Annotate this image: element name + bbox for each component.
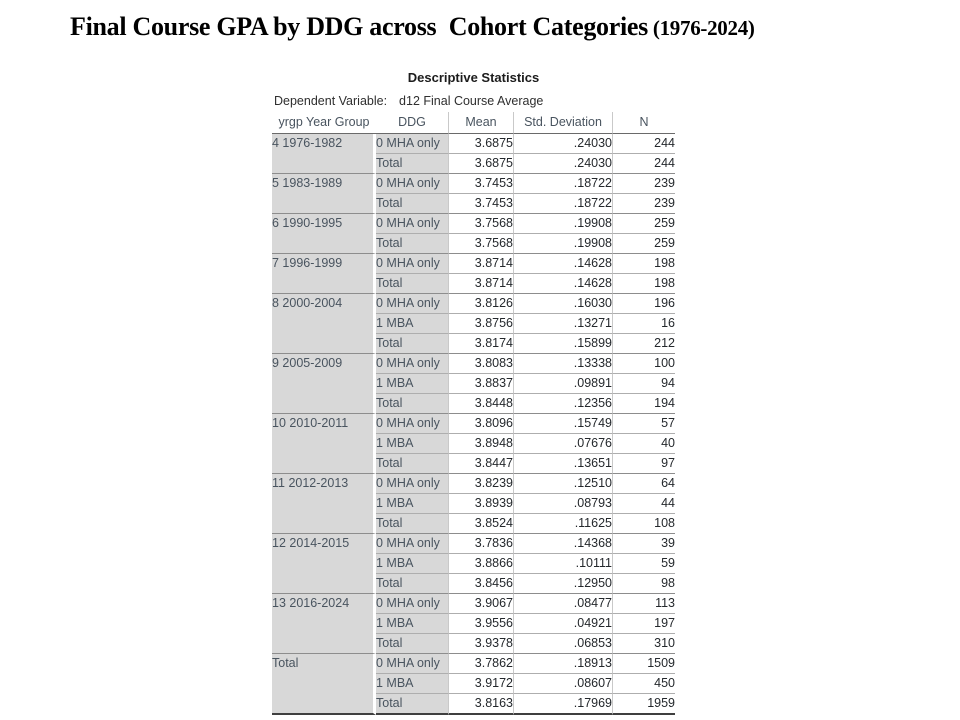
ddg-cell: Total [376, 634, 448, 654]
n-cell: 100 [612, 354, 675, 374]
ddg-cell: Total [376, 154, 448, 174]
n-cell: 198 [612, 254, 675, 274]
ddg-cell: Total [376, 454, 448, 474]
std-deviation-cell: .13338 [513, 354, 612, 374]
ddg-cell: Total [376, 194, 448, 214]
ddg-cell: 0 MHA only [376, 134, 448, 154]
table-row [272, 174, 675, 194]
n-cell: 39 [612, 534, 675, 554]
n-cell: 244 [612, 134, 675, 154]
year-group-cell: 9 2005-2009 [272, 354, 376, 414]
table-row [272, 654, 675, 674]
year-group-cell: 11 2012-2013 [272, 474, 376, 534]
n-cell: 1959 [612, 694, 675, 715]
n-cell: 108 [612, 514, 675, 534]
ddg-cell: Total [376, 234, 448, 254]
n-cell: 259 [612, 214, 675, 234]
ddg-cell: 0 MHA only [376, 594, 448, 614]
mean-cell: 3.8448 [448, 394, 513, 414]
col-header-year-group: yrgp Year Group [272, 112, 376, 134]
ddg-cell: 0 MHA only [376, 414, 448, 434]
col-header-ddg: DDG [376, 112, 448, 134]
table-title: Descriptive Statistics [407, 70, 540, 85]
mean-cell: 3.8456 [448, 574, 513, 594]
std-deviation-cell: .13651 [513, 454, 612, 474]
slide-title [70, 6, 755, 43]
stats-table-body [272, 134, 675, 715]
std-deviation-cell: .04921 [513, 614, 612, 634]
std-deviation-cell: .14628 [513, 254, 612, 274]
n-cell: 194 [612, 394, 675, 414]
mean-cell: 3.8083 [448, 354, 513, 374]
mean-cell: 3.8866 [448, 554, 513, 574]
mean-cell: 3.8948 [448, 434, 513, 454]
mean-cell: 3.8714 [448, 274, 513, 294]
ddg-cell: 1 MBA [376, 674, 448, 694]
std-deviation-cell: .11625 [513, 514, 612, 534]
std-deviation-cell: .13271 [513, 314, 612, 334]
mean-cell: 3.9172 [448, 674, 513, 694]
n-cell: 94 [612, 374, 675, 394]
n-cell: 197 [612, 614, 675, 634]
mean-cell: 3.8939 [448, 494, 513, 514]
mean-cell: 3.7568 [448, 234, 513, 254]
std-deviation-cell: .19908 [513, 214, 612, 234]
mean-cell: 3.8714 [448, 254, 513, 274]
ddg-cell: Total [376, 394, 448, 414]
ddg-cell: Total [376, 274, 448, 294]
mean-cell: 3.8163 [448, 694, 513, 715]
std-deviation-cell: .12510 [513, 474, 612, 494]
dependent-variable-line [274, 94, 675, 108]
std-deviation-cell: .06853 [513, 634, 612, 654]
n-cell: 1509 [612, 654, 675, 674]
n-cell: 64 [612, 474, 675, 494]
ddg-cell: 0 MHA only [376, 294, 448, 314]
year-group-cell: Total [272, 654, 376, 715]
n-cell: 57 [612, 414, 675, 434]
n-cell: 113 [612, 594, 675, 614]
std-deviation-cell: .19908 [513, 234, 612, 254]
ddg-cell: 0 MHA only [376, 174, 448, 194]
table-row [272, 354, 675, 374]
col-header-n: N [612, 112, 675, 134]
std-deviation-cell: .24030 [513, 134, 612, 154]
year-group-cell: 7 1996-1999 [272, 254, 376, 294]
n-cell: 244 [612, 154, 675, 174]
mean-cell: 3.8837 [448, 374, 513, 394]
n-cell: 44 [612, 494, 675, 514]
std-deviation-cell: .18722 [513, 174, 612, 194]
std-deviation-cell: .07676 [513, 434, 612, 454]
year-group-cell: 5 1983-1989 [272, 174, 376, 214]
dependent-variable-value: d12 Final Course Average [399, 94, 544, 108]
ddg-cell: 0 MHA only [376, 354, 448, 374]
mean-cell: 3.6875 [448, 154, 513, 174]
n-cell: 212 [612, 334, 675, 354]
year-group-cell: 10 2010-2011 [272, 414, 376, 474]
n-cell: 450 [612, 674, 675, 694]
mean-cell: 3.7836 [448, 534, 513, 554]
n-cell: 259 [612, 234, 675, 254]
ddg-cell: 0 MHA only [376, 474, 448, 494]
ddg-cell: Total [376, 694, 448, 715]
table-row [272, 474, 675, 494]
n-cell: 59 [612, 554, 675, 574]
mean-cell: 3.7453 [448, 174, 513, 194]
table-row [272, 214, 675, 234]
table-row [272, 254, 675, 274]
ddg-cell: 1 MBA [376, 374, 448, 394]
mean-cell: 3.8174 [448, 334, 513, 354]
mean-cell: 3.8524 [448, 514, 513, 534]
n-cell: 98 [612, 574, 675, 594]
n-cell: 239 [612, 194, 675, 214]
std-deviation-cell: .08607 [513, 674, 612, 694]
spss-table [272, 112, 675, 715]
std-deviation-cell: .15899 [513, 334, 612, 354]
year-group-cell: 13 2016-2024 [272, 594, 376, 654]
ddg-cell: 0 MHA only [376, 254, 448, 274]
mean-cell: 3.9378 [448, 634, 513, 654]
table-row [272, 414, 675, 434]
year-group-cell: 8 2000-2004 [272, 294, 376, 354]
ddg-cell: 0 MHA only [376, 214, 448, 234]
std-deviation-cell: .14628 [513, 274, 612, 294]
year-group-cell: 12 2014-2015 [272, 534, 376, 594]
slide-title-years: (1976-2024) [647, 16, 755, 40]
n-cell: 310 [612, 634, 675, 654]
std-deviation-cell: .18913 [513, 654, 612, 674]
std-deviation-cell: .24030 [513, 154, 612, 174]
ddg-cell: 1 MBA [376, 494, 448, 514]
descriptive-statistics-table [272, 70, 675, 715]
table-row [272, 134, 675, 154]
year-group-cell: 6 1990-1995 [272, 214, 376, 254]
n-cell: 239 [612, 174, 675, 194]
mean-cell: 3.8756 [448, 314, 513, 334]
std-deviation-cell: .12356 [513, 394, 612, 414]
table-row [272, 594, 675, 614]
std-deviation-cell: .14368 [513, 534, 612, 554]
col-header-std-deviation: Std. Deviation [513, 112, 612, 134]
table-row [272, 294, 675, 314]
std-deviation-cell: .18722 [513, 194, 612, 214]
ddg-cell: 1 MBA [376, 554, 448, 574]
ddg-cell: Total [376, 574, 448, 594]
ddg-cell: 0 MHA only [376, 654, 448, 674]
mean-cell: 3.8239 [448, 474, 513, 494]
mean-cell: 3.8096 [448, 414, 513, 434]
ddg-cell: 1 MBA [376, 314, 448, 334]
std-deviation-cell: .12950 [513, 574, 612, 594]
mean-cell: 3.9556 [448, 614, 513, 634]
n-cell: 40 [612, 434, 675, 454]
mean-cell: 3.7862 [448, 654, 513, 674]
n-cell: 198 [612, 274, 675, 294]
std-deviation-cell: .08477 [513, 594, 612, 614]
ddg-cell: 1 MBA [376, 434, 448, 454]
ddg-cell: 1 MBA [376, 614, 448, 634]
std-deviation-cell: .17969 [513, 694, 612, 715]
year-group-cell: 4 1976-1982 [272, 134, 376, 174]
mean-cell: 3.8126 [448, 294, 513, 314]
ddg-cell: 0 MHA only [376, 534, 448, 554]
ddg-cell: Total [376, 334, 448, 354]
std-deviation-cell: .09891 [513, 374, 612, 394]
mean-cell: 3.7453 [448, 194, 513, 214]
n-cell: 196 [612, 294, 675, 314]
std-deviation-cell: .15749 [513, 414, 612, 434]
mean-cell: 3.7568 [448, 214, 513, 234]
col-header-mean: Mean [448, 112, 513, 134]
mean-cell: 3.9067 [448, 594, 513, 614]
std-deviation-cell: .08793 [513, 494, 612, 514]
mean-cell: 3.6875 [448, 134, 513, 154]
ddg-cell: Total [376, 514, 448, 534]
std-deviation-cell: .16030 [513, 294, 612, 314]
mean-cell: 3.8447 [448, 454, 513, 474]
n-cell: 16 [612, 314, 675, 334]
n-cell: 97 [612, 454, 675, 474]
table-row [272, 534, 675, 554]
std-deviation-cell: .10111 [513, 554, 612, 574]
dependent-variable-label: Dependent Variable: [274, 94, 388, 108]
header-row [272, 112, 675, 134]
slide-title-main: Final Course GPA by DDG across Cohort Categories [70, 12, 648, 41]
